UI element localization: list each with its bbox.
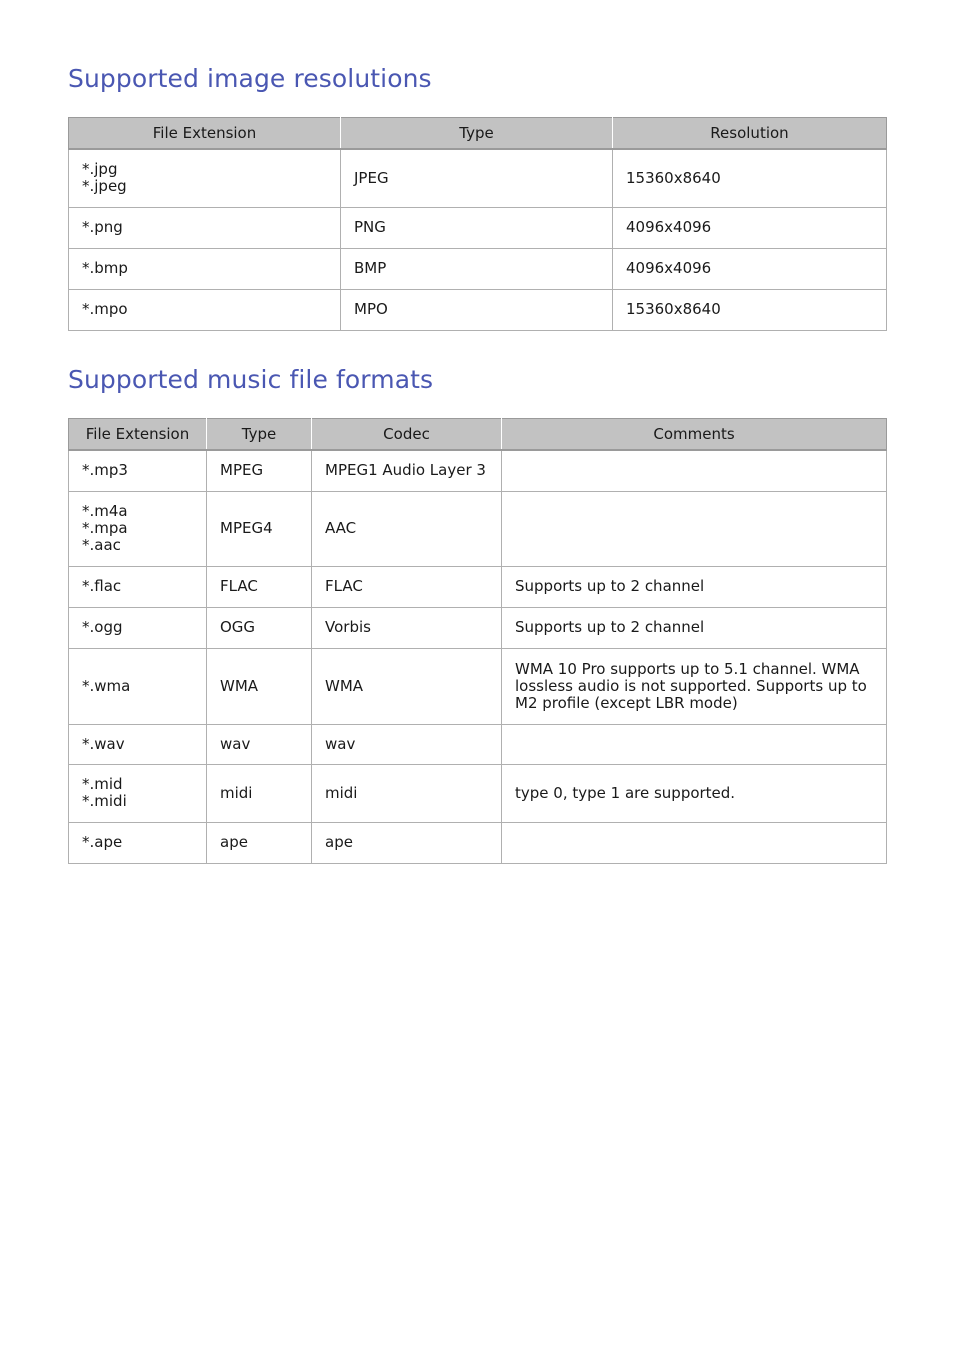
codec-cell: WMA [312, 648, 502, 724]
table-row [69, 289, 887, 330]
image-resolutions-title: Supported image resolutions [68, 64, 432, 93]
codec-cell: ape [312, 822, 502, 863]
column-header-file-extension: File Extension [69, 118, 341, 150]
codec-cell: midi [312, 764, 502, 822]
type-cell: MPEG [207, 450, 312, 491]
type-cell: OGG [207, 607, 312, 648]
file-extension-cell [69, 764, 207, 822]
image-resolutions-table [68, 117, 887, 331]
file-extension: *.ape [82, 833, 123, 851]
file-extension-cell [69, 491, 207, 566]
comments-cell [502, 724, 887, 764]
table-row [69, 491, 887, 566]
table-row [69, 607, 887, 648]
file-extension-cell [69, 566, 207, 607]
file-extension: *.mpa [82, 519, 128, 537]
resolution-cell: 4096x4096 [613, 248, 887, 289]
table-header-row [69, 118, 887, 150]
column-header-type: Type [341, 118, 613, 150]
resolution-cell: 15360x8640 [613, 289, 887, 330]
table-row [69, 149, 887, 207]
column-header-resolution: Resolution [613, 118, 887, 150]
file-extension: *.mpo [82, 300, 128, 318]
column-header-comments: Comments [502, 419, 887, 451]
column-header-codec: Codec [312, 419, 502, 451]
file-extension-cell [69, 724, 207, 764]
resolution-cell: 4096x4096 [613, 207, 887, 248]
type-cell: midi [207, 764, 312, 822]
comments-cell: Supports up to 2 channel [502, 607, 887, 648]
table-row [69, 724, 887, 764]
file-extension-cell [69, 648, 207, 724]
table-header-row [69, 419, 887, 451]
type-cell: BMP [341, 248, 613, 289]
table-row [69, 207, 887, 248]
type-cell: WMA [207, 648, 312, 724]
music-formats-table [68, 418, 887, 864]
file-extension: *.flac [82, 577, 122, 595]
comments-cell: type 0, type 1 are supported. [502, 764, 887, 822]
file-extension-cell [69, 149, 341, 207]
type-cell: wav [207, 724, 312, 764]
file-extension-cell [69, 607, 207, 648]
file-extension-cell [69, 248, 341, 289]
file-extension: *.jpeg [82, 177, 127, 196]
codec-cell: AAC [312, 491, 502, 566]
type-cell: JPEG [341, 149, 613, 207]
codec-cell: MPEG1 Audio Layer 3 [312, 450, 502, 491]
type-cell: MPEG4 [207, 491, 312, 566]
music-formats-title: Supported music file formats [68, 365, 434, 394]
file-extension: *.png [82, 218, 123, 236]
comments-cell [502, 450, 887, 491]
file-extension: *.wma [82, 676, 131, 695]
file-extension: *.jpg [82, 160, 118, 179]
type-cell: FLAC [207, 566, 312, 607]
file-extension: *.m4a [82, 502, 128, 520]
table-row [69, 648, 887, 724]
type-cell: MPO [341, 289, 613, 330]
file-extension-cell [69, 822, 207, 863]
file-extension-cell [69, 289, 341, 330]
file-extension: *.ogg [82, 618, 123, 636]
comments-cell: WMA 10 Pro supports up to 5.1 channel. WMA lossless audio is not supported. Supports up to M2 profile (except LBR mode) [502, 648, 887, 724]
resolution-cell: 15360x8640 [613, 149, 887, 207]
codec-cell: Vorbis [312, 607, 502, 648]
comments-cell [502, 491, 887, 566]
table-row [69, 248, 887, 289]
table-row [69, 566, 887, 607]
codec-cell: wav [312, 724, 502, 764]
table-row [69, 450, 887, 491]
codec-cell: FLAC [312, 566, 502, 607]
file-extension: *.mp3 [82, 461, 128, 480]
type-cell: ape [207, 822, 312, 863]
file-extension-cell [69, 450, 207, 491]
table-row [69, 764, 887, 822]
file-extension: *.mid [82, 775, 123, 793]
file-extension: *.aac [82, 536, 121, 554]
column-header-file-extension: File Extension [69, 419, 207, 451]
file-extension: *.bmp [82, 259, 128, 277]
comments-cell [502, 822, 887, 863]
type-cell: PNG [341, 207, 613, 248]
file-extension-cell [69, 207, 341, 248]
file-extension: *.wav [82, 734, 125, 753]
column-header-type: Type [207, 419, 312, 451]
comments-cell: Supports up to 2 channel [502, 566, 887, 607]
file-extension: *.midi [82, 792, 127, 810]
table-row [69, 822, 887, 863]
